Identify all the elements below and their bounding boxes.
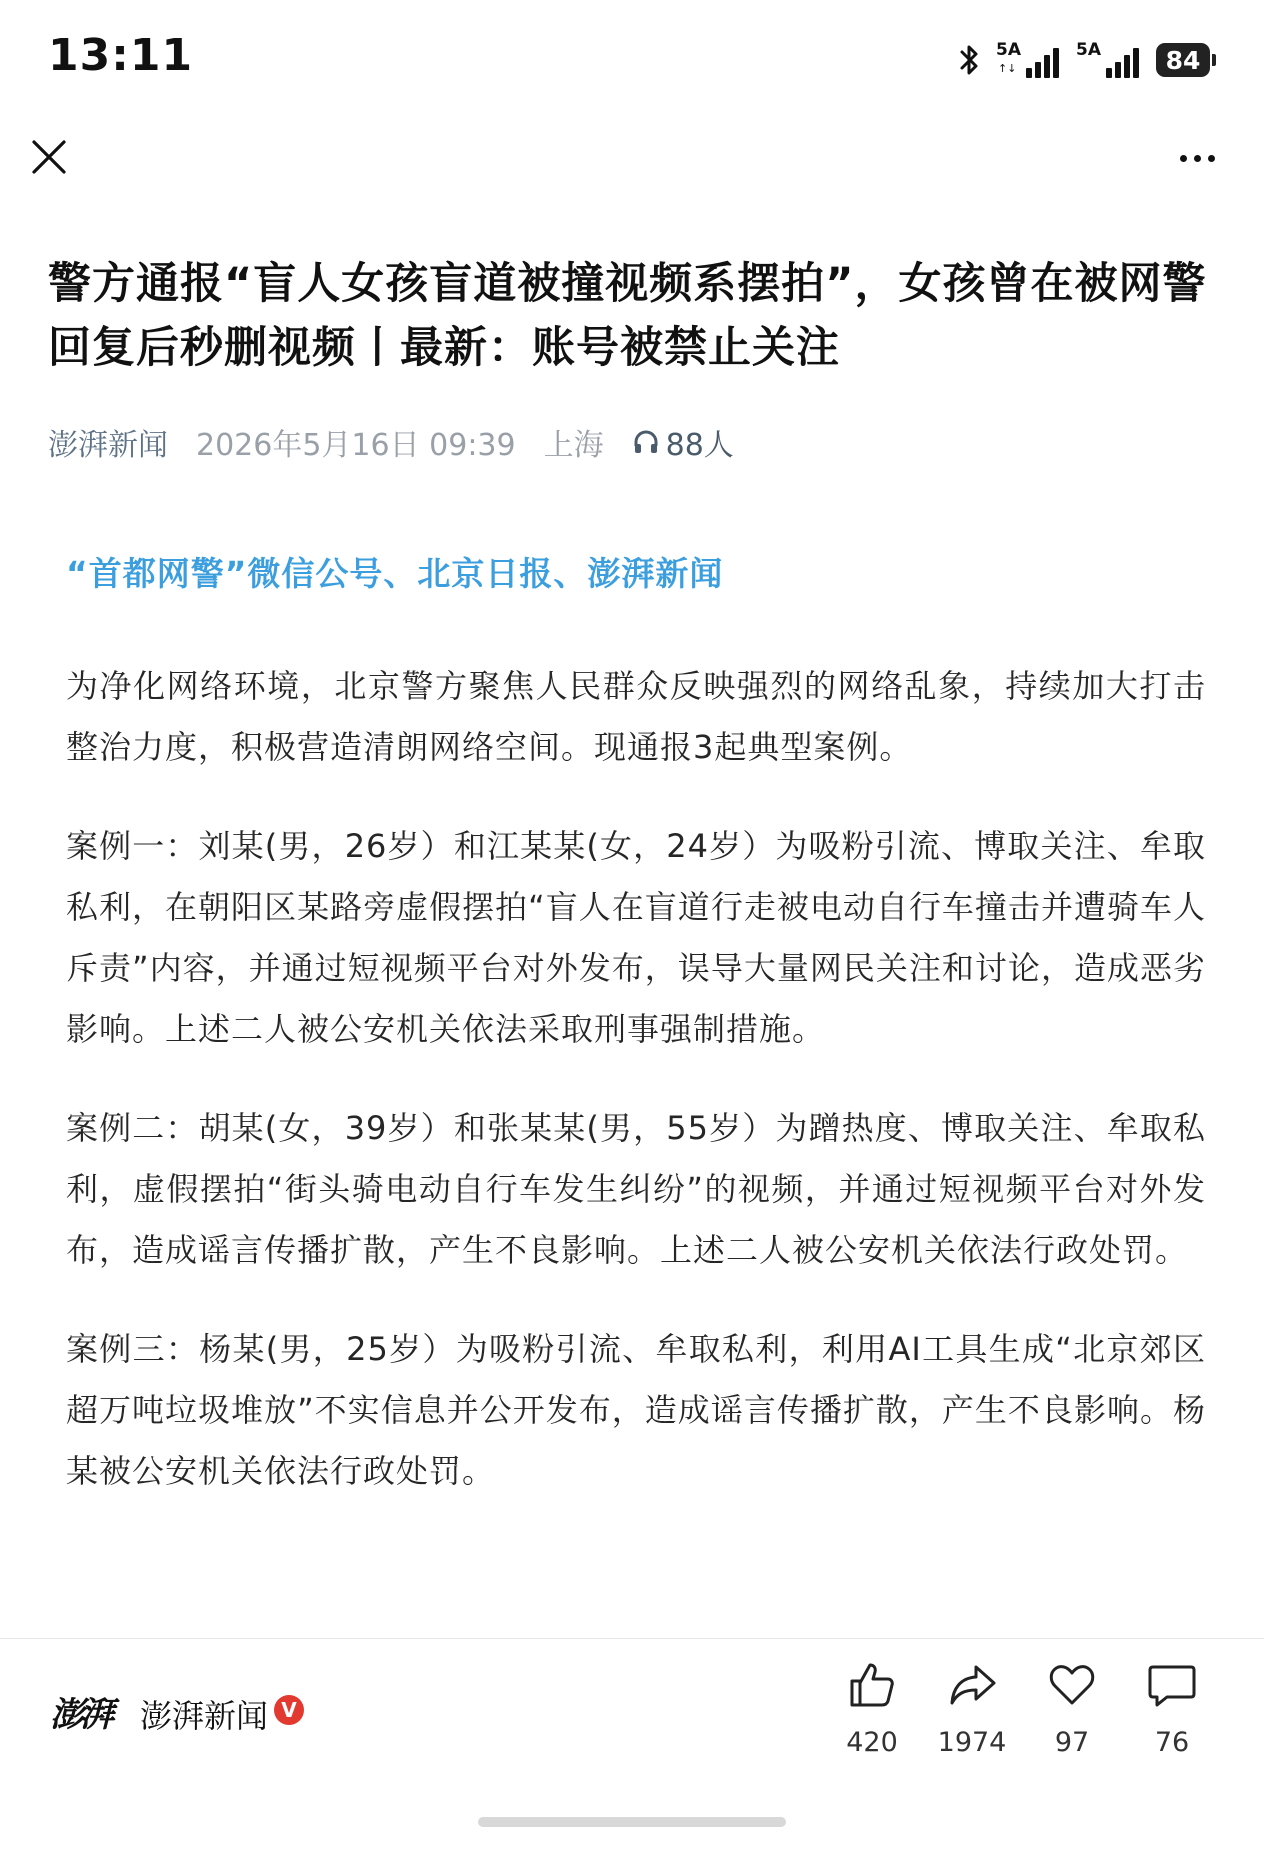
headphones-icon: [632, 428, 660, 456]
article-paragraph: 案例二：胡某(女，39岁）和张某某(男，55岁）为蹭热度、博取关注、牟取私利，虚假摆拍“街头骑电动自行车发生纠纷”的视频，并通过短视频平台对外发布，造成谣言传播扩散，产生不良影响。上述二人被公安机关依法行政处罚。: [66, 1109, 1206, 1269]
more-button[interactable]: [1180, 146, 1224, 170]
comment-count: 76: [1154, 1727, 1190, 1758]
heart-icon: [1048, 1661, 1096, 1709]
thumbs-up-icon: [848, 1661, 896, 1709]
publish-date: 2026年5月16日 09:39: [196, 428, 516, 463]
status-icons: [956, 38, 1216, 82]
comment-button[interactable]: [1122, 1661, 1222, 1758]
network-type-label: 5A: [996, 40, 1021, 60]
signal-icon: [996, 40, 1062, 80]
battery-level: 84: [1156, 43, 1210, 77]
brand-logo[interactable]: 澎湃: [50, 1695, 110, 1735]
like-button[interactable]: [822, 1661, 922, 1758]
bluetooth-icon: [956, 43, 982, 77]
location: 上海: [543, 428, 604, 463]
share-icon: [948, 1661, 996, 1709]
close-icon: [30, 138, 68, 176]
article-title: 警方通报“盲人女孩盲道被撞视频系摆拍”，女孩曾在被网警回复后秒删视频丨最新：账号被禁止关注: [48, 259, 1207, 373]
account-name[interactable]: 澎湃新闻: [140, 1697, 269, 1735]
source-link[interactable]: 澎湃新闻: [48, 428, 168, 463]
close-button[interactable]: [30, 138, 68, 176]
status-time: 13:11: [48, 30, 194, 81]
comment-icon: [1147, 1661, 1197, 1709]
listeners-count: [632, 420, 734, 464]
article-meta: [48, 420, 734, 464]
status-bar: [0, 0, 1264, 110]
article-paragraph: 为净化网络环境，北京警方聚焦人民群众反映强烈的网络乱象，持续加大打击整治力度，积极营造清朗网络空间。现通报3起典型案例。: [66, 667, 1206, 766]
bottom-action-bar: [0, 1638, 1264, 1849]
article-body: [66, 656, 1206, 1540]
like-count: 420: [846, 1727, 898, 1758]
home-indicator[interactable]: [478, 1817, 786, 1827]
favorite-button[interactable]: [1022, 1661, 1122, 1758]
article-paragraph: 案例三：杨某(男，25岁）为吸粉引流、牟取私利，利用AI工具生成“北京郊区超万吨垃圾堆放”不实信息并公开发布，造成谣言传播扩散，产生不良影响。杨某被公安机关依法行政处罚。: [66, 1330, 1206, 1490]
favorite-count: 97: [1054, 1727, 1090, 1758]
listeners-label: 88人: [665, 428, 734, 463]
signal-icon: [1076, 40, 1142, 80]
verified-badge: V: [274, 1695, 304, 1725]
more-icon: [1180, 155, 1187, 162]
battery-icon: [1156, 43, 1216, 77]
share-button[interactable]: [922, 1661, 1022, 1758]
share-count: 1974: [937, 1727, 1007, 1758]
article-byline: “首都网警”微信公号、北京日报、澎湃新闻: [66, 554, 724, 593]
article-paragraph: 案例一：刘某(男，26岁）和江某某(女，24岁）为吸粉引流、博取关注、牟取私利，在朝阳区某路旁虚假摆拍“盲人在盲道行走被电动自行车撞击并遭骑车人斥责”内容，并通过短视频平台对外发布，误导大量网民关注和讨论，造成恶劣影响。上述二人被公安机关依法采取刑事强制措施。: [66, 827, 1206, 1048]
data-arrows: ↑↓: [998, 62, 1017, 75]
network-type-label: 5A: [1076, 40, 1101, 60]
